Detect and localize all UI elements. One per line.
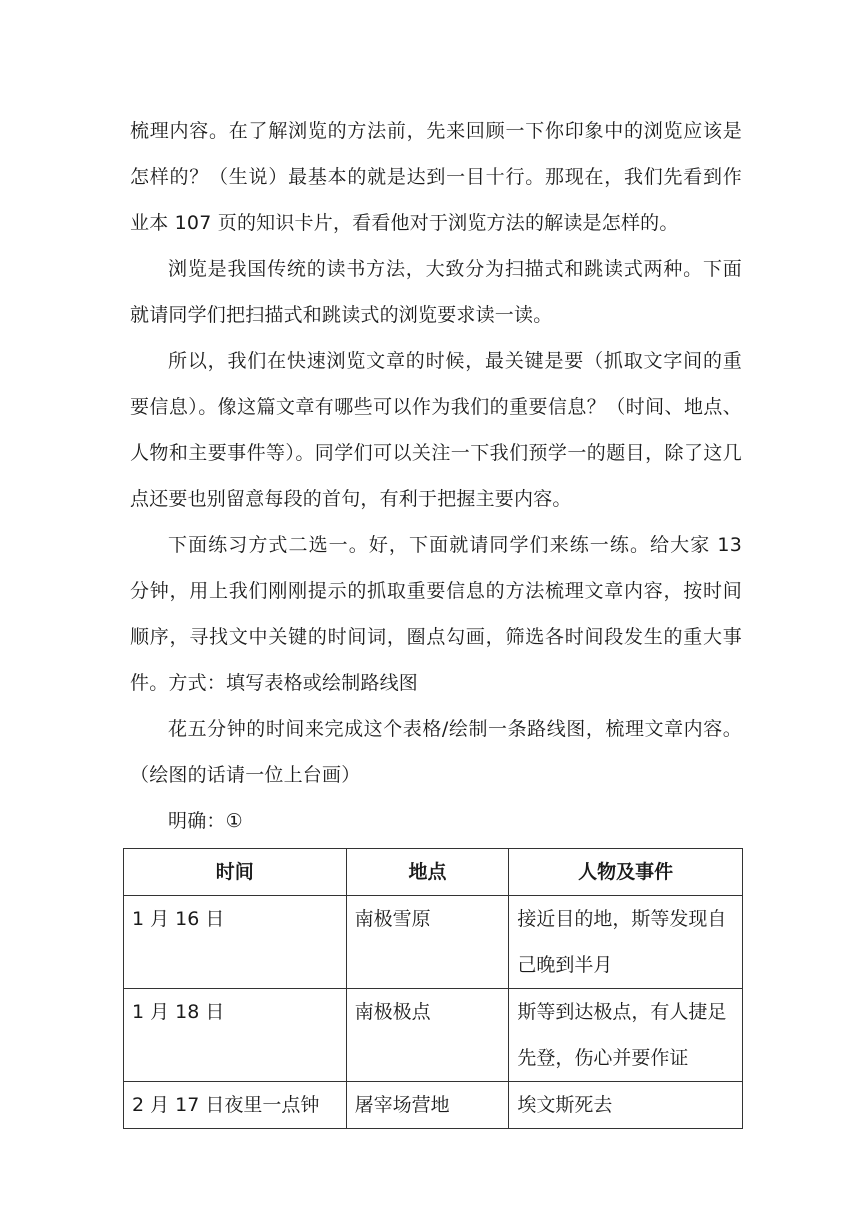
cell-time: 2 月 17 日夜里一点钟 — [124, 1082, 347, 1129]
table-row — [124, 1082, 743, 1129]
header-time: 时间 — [124, 849, 347, 896]
cell-event: 埃文斯死去 — [509, 1082, 743, 1129]
cell-event: 斯等到达极点，有人捷足先登，伤心并要作证 — [509, 989, 743, 1082]
paragraph-4: 下面练习方式二选一。好，下面就请同学们来练一练。给大家 13 分钟，用上我们刚刚提示的抓取重要信息的方法梳理文章内容，按时间顺序，寻找文中关键的时间词，圈点勾画，筛选各时间段发生的重大事件。方式：填写表格或绘制路线图 — [130, 534, 742, 694]
paragraph-3: 所以，我们在快速浏览文章的时候，最关键是要（抓取文字间的重要信息）。像这篇文章有哪些可以作为我们的重要信息？（时间、地点、人物和主要事件等）。同学们可以关注一下我们预学一的题目，除了这几点还要也别留意每段的首句，有利于把握主要内容。 — [130, 350, 742, 510]
cell-time: 1 月 18 日 — [124, 989, 347, 1082]
document-page — [130, 108, 742, 1129]
paragraph-2: 浏览是我国传统的读书方法，大致分为扫描式和跳读式两种。下面就请同学们把扫描式和跳读式的浏览要求读一读。 — [130, 258, 742, 326]
cell-time: 1 月 16 日 — [124, 896, 347, 989]
table-row — [124, 989, 743, 1082]
table-row — [124, 896, 743, 989]
header-place: 地点 — [346, 849, 509, 896]
paragraph-6: 明确：① — [168, 810, 243, 832]
paragraph-5: 花五分钟的时间来完成这个表格/绘制一条路线图，梳理文章内容。（绘图的话请一位上台画） — [130, 718, 742, 786]
header-people-events: 人物及事件 — [509, 849, 743, 896]
cell-place: 南极雪原 — [346, 896, 509, 989]
cell-event: 接近目的地，斯等发现自己晚到半月 — [509, 896, 743, 989]
paragraph-1: 梳理内容。在了解浏览的方法前，先来回顾一下你印象中的浏览应该是怎样的？（生说）最基本的就是达到一目十行。那现在，我们先看到作业本 107 页的知识卡片，看看他对于浏览方法的解读是怎样的。 — [130, 120, 742, 234]
table-header-row — [124, 849, 743, 896]
cell-place: 南极极点 — [346, 989, 509, 1082]
timeline-table — [123, 848, 743, 1129]
cell-place: 屠宰场营地 — [346, 1082, 509, 1129]
